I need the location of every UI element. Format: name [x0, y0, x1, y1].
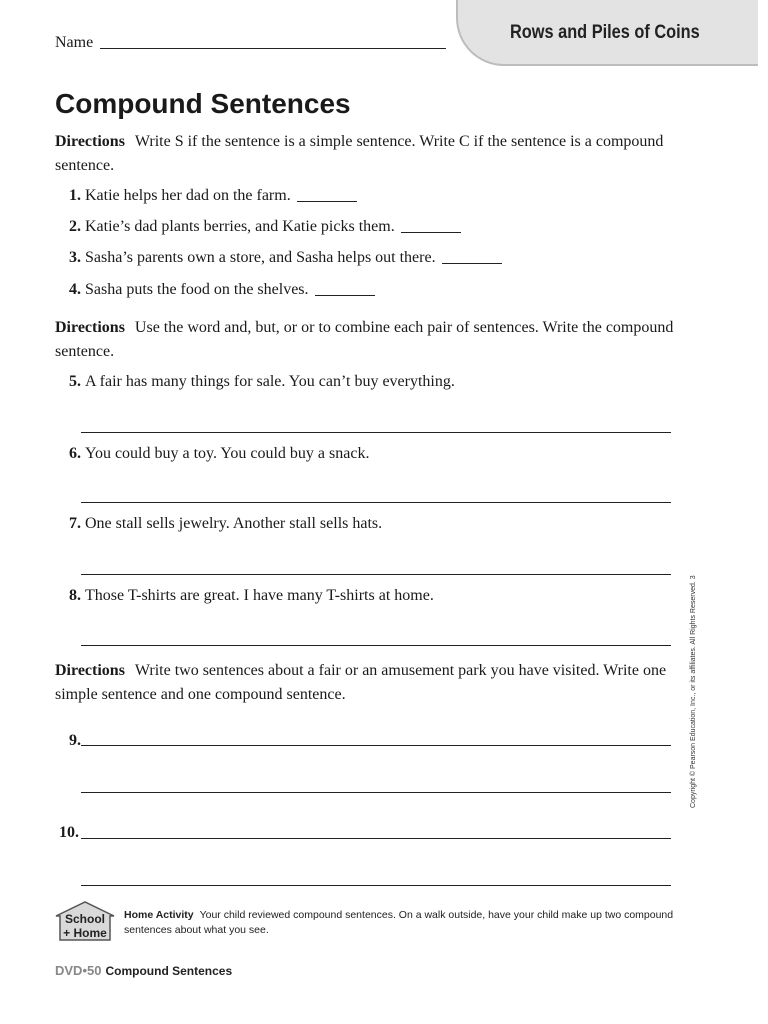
directions-text: Write S if the sentence is a simple sentence. Write C if the sentence is a compound sentence. — [55, 133, 664, 174]
answer-line[interactable] — [81, 645, 671, 646]
logo-line1: School — [64, 912, 106, 926]
home-activity-text: Your child reviewed compound sentences. On a walk outside, have your child make up two compound sentences about what you see. — [124, 909, 674, 936]
question-text: Katie helps her dad on the farm. — [85, 187, 291, 204]
directions-3 — [55, 659, 685, 707]
answer-line[interactable] — [81, 885, 671, 886]
question-4 — [55, 281, 375, 299]
name-label: Name — [55, 34, 94, 51]
question-number: 8. — [69, 587, 81, 604]
answer-blank[interactable] — [442, 263, 502, 264]
item-number: 9. — [69, 732, 81, 749]
question-7 — [55, 515, 382, 533]
question-1 — [55, 187, 357, 205]
directions-2 — [55, 316, 685, 364]
header-tab-title: Rows and Piles of Coins — [510, 22, 700, 43]
question-2 — [55, 218, 461, 236]
footer-code: DVD•50 — [55, 963, 102, 978]
answer-blank[interactable] — [401, 232, 461, 233]
item-number: 10. — [59, 824, 79, 841]
copyright-text: Copyright © Pearson Education, Inc., or its affiliates. All Rights Reserved. 3 — [690, 575, 697, 808]
directions-1 — [55, 130, 685, 178]
page-title: Compound Sentences — [55, 88, 351, 119]
item-10 — [53, 824, 83, 842]
question-number: 7. — [69, 515, 81, 532]
answer-line[interactable] — [81, 502, 671, 503]
directions-label: Directions — [55, 319, 125, 336]
question-text: One stall sells jewelry. Another stall sells hats. — [85, 515, 383, 532]
question-number: 5. — [69, 373, 81, 390]
directions-text: Use the word and, but, or or to combine each pair of sentences. Write the compound sentence. — [55, 319, 674, 360]
answer-line[interactable] — [81, 792, 671, 793]
item-9 — [55, 732, 85, 750]
directions-label: Directions — [55, 662, 125, 679]
question-number: 4. — [69, 281, 81, 298]
question-number: 2. — [69, 218, 81, 235]
answer-blank[interactable] — [315, 295, 375, 296]
page-footer — [55, 963, 232, 978]
answer-line[interactable] — [81, 745, 671, 746]
question-text: You could buy a toy. You could buy a snack. — [85, 445, 370, 462]
answer-line[interactable] — [81, 432, 671, 433]
home-activity-label: Home Activity — [124, 909, 194, 921]
question-text: A fair has many things for sale. You can’t buy everything. — [85, 373, 455, 390]
question-text: Sasha puts the food on the shelves. — [85, 281, 309, 298]
question-text: Those T-shirts are great. I have many T-shirts at home. — [85, 587, 434, 604]
question-5 — [55, 373, 455, 391]
directions-label: Directions — [55, 133, 125, 150]
question-8 — [55, 587, 434, 605]
question-number: 3. — [69, 249, 81, 266]
answer-line[interactable] — [81, 574, 671, 575]
question-number: 6. — [69, 445, 81, 462]
question-3 — [55, 249, 502, 267]
name-field-line[interactable] — [100, 48, 446, 49]
question-6 — [55, 445, 369, 463]
answer-line[interactable] — [81, 838, 671, 839]
answer-blank[interactable] — [297, 201, 357, 202]
directions-text: Write two sentences about a fair or an amusement park you have visited. Write one simple sentence and one compound sentence. — [55, 662, 667, 703]
footer-title: Compound Sentences — [105, 964, 233, 978]
home-activity — [124, 908, 684, 938]
logo-line2: + Home — [63, 926, 107, 940]
question-text: Sasha’s parents own a store, and Sasha helps out there. — [85, 249, 436, 266]
question-text: Katie’s dad plants berries, and Katie picks them. — [85, 218, 395, 235]
question-number: 1. — [69, 187, 81, 204]
school-home-logo — [54, 900, 116, 942]
